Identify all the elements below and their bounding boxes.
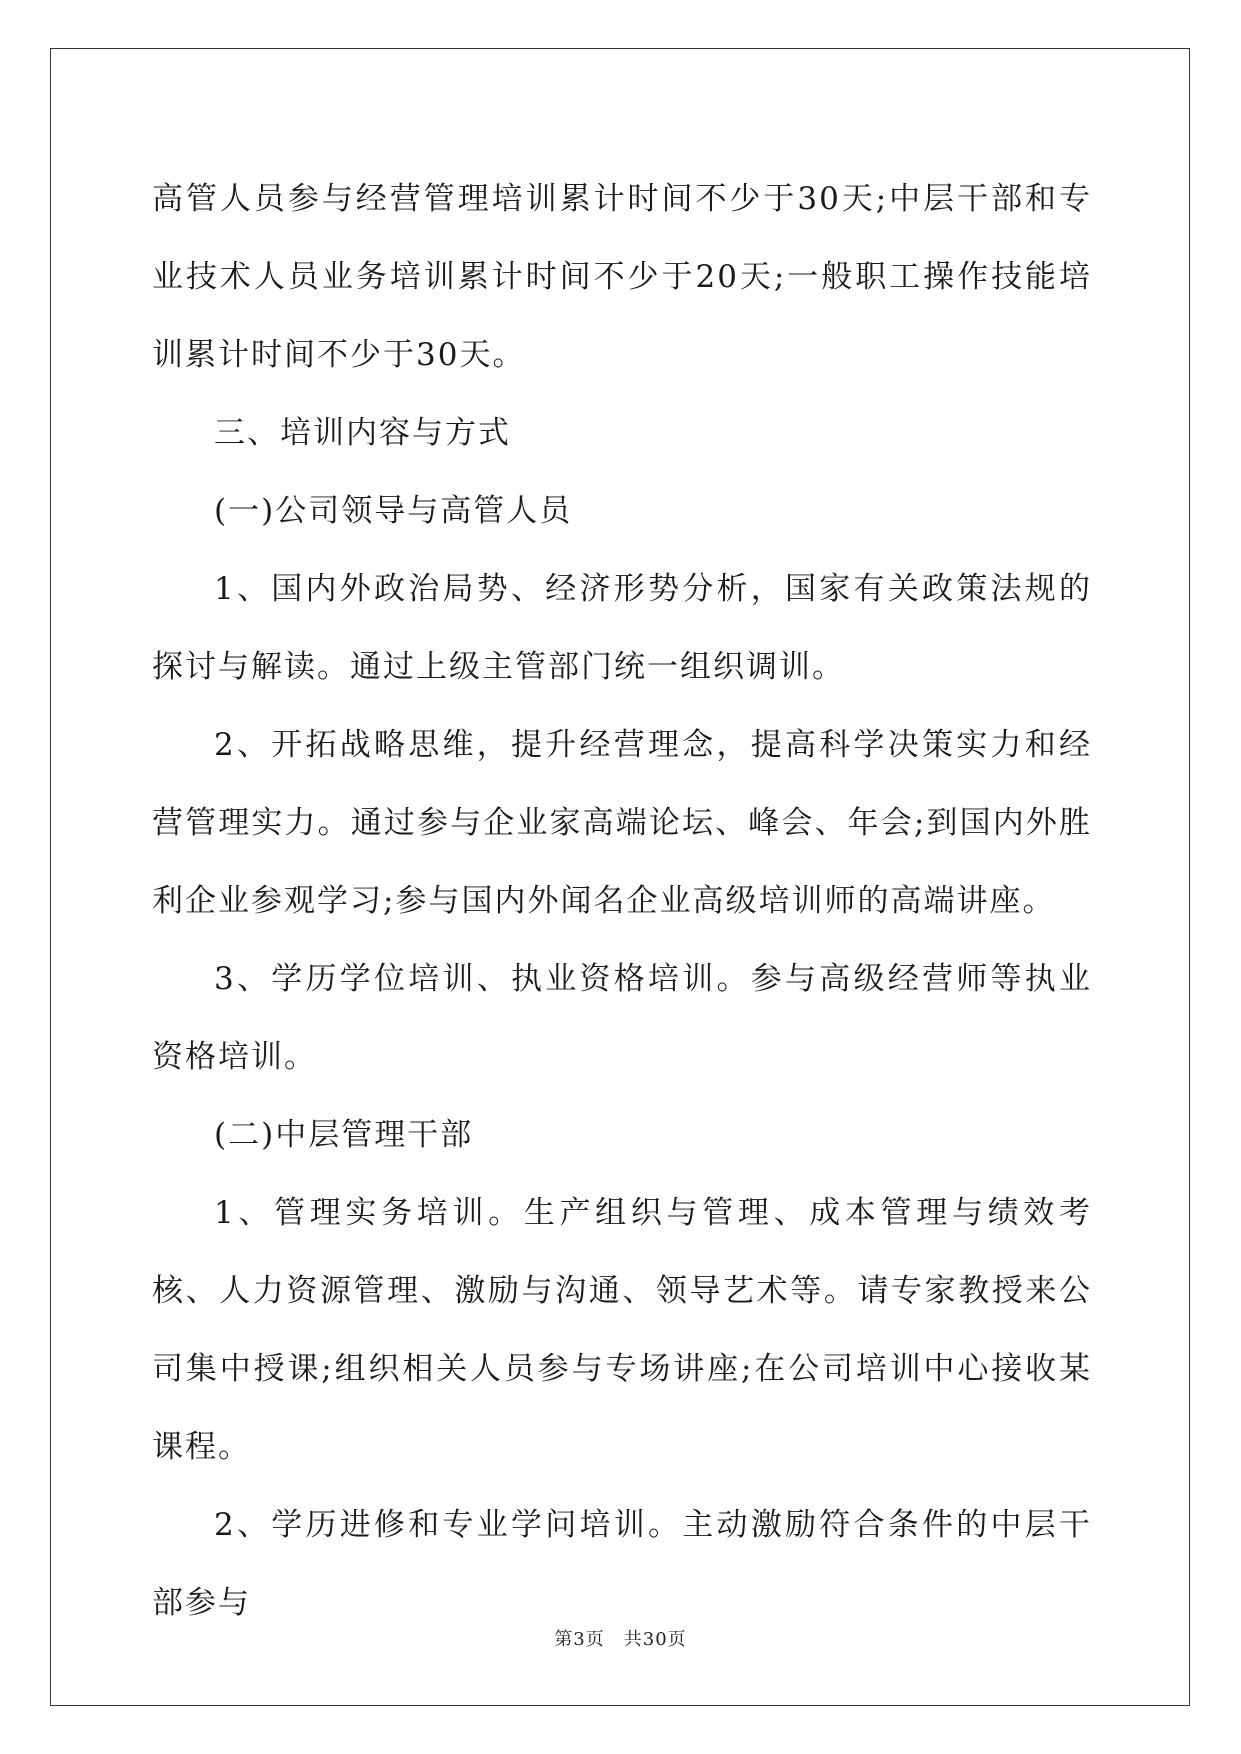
paragraph: 2、学历进修和专业学问培训。主动激励符合条件的中层干部参与 [152, 1507, 1092, 1621]
paragraph-continuation: 高管人员参与经营管理培训累计时间不少于30天;中层干部和专业技术人员业务培训累计时间不少于20天;一般职工操作技能培训累计时间不少于30天。 [152, 181, 1092, 373]
section-heading: 三、培训内容与方式 [214, 415, 511, 451]
paragraph: 1、国内外政治局势、经济形势分析，国家有关政策法规的探讨与解读。通过上级主管部门统一组织调训。 [152, 571, 1092, 685]
subsection-heading: (一)公司领导与高管人员 [214, 493, 573, 529]
paragraph: 3、学历学位培训、执业资格培训。参与高级经营师等执业资格培训。 [152, 961, 1092, 1075]
subsection-heading: (二)中层管理干部 [214, 1117, 474, 1153]
page-number-footer: 第3页 共30页 [554, 1629, 687, 1650]
paragraph: 2、开拓战略思维，提升经营理念，提高科学决策实力和经营管理实力。通过参与企业家高端论坛、峰会、年会;到国内外胜利企业参观学习;参与国内外闻名企业高级培训师的高端讲座。 [152, 727, 1092, 919]
paragraph: 1、管理实务培训。生产组织与管理、成本管理与绩效考核、人力资源管理、激励与沟通、领导艺术等。请专家教授来公司集中授课;组织相关人员参与专场讲座;在公司培训中心接收某课程。 [152, 1195, 1092, 1465]
document-body [152, 160, 1092, 1642]
